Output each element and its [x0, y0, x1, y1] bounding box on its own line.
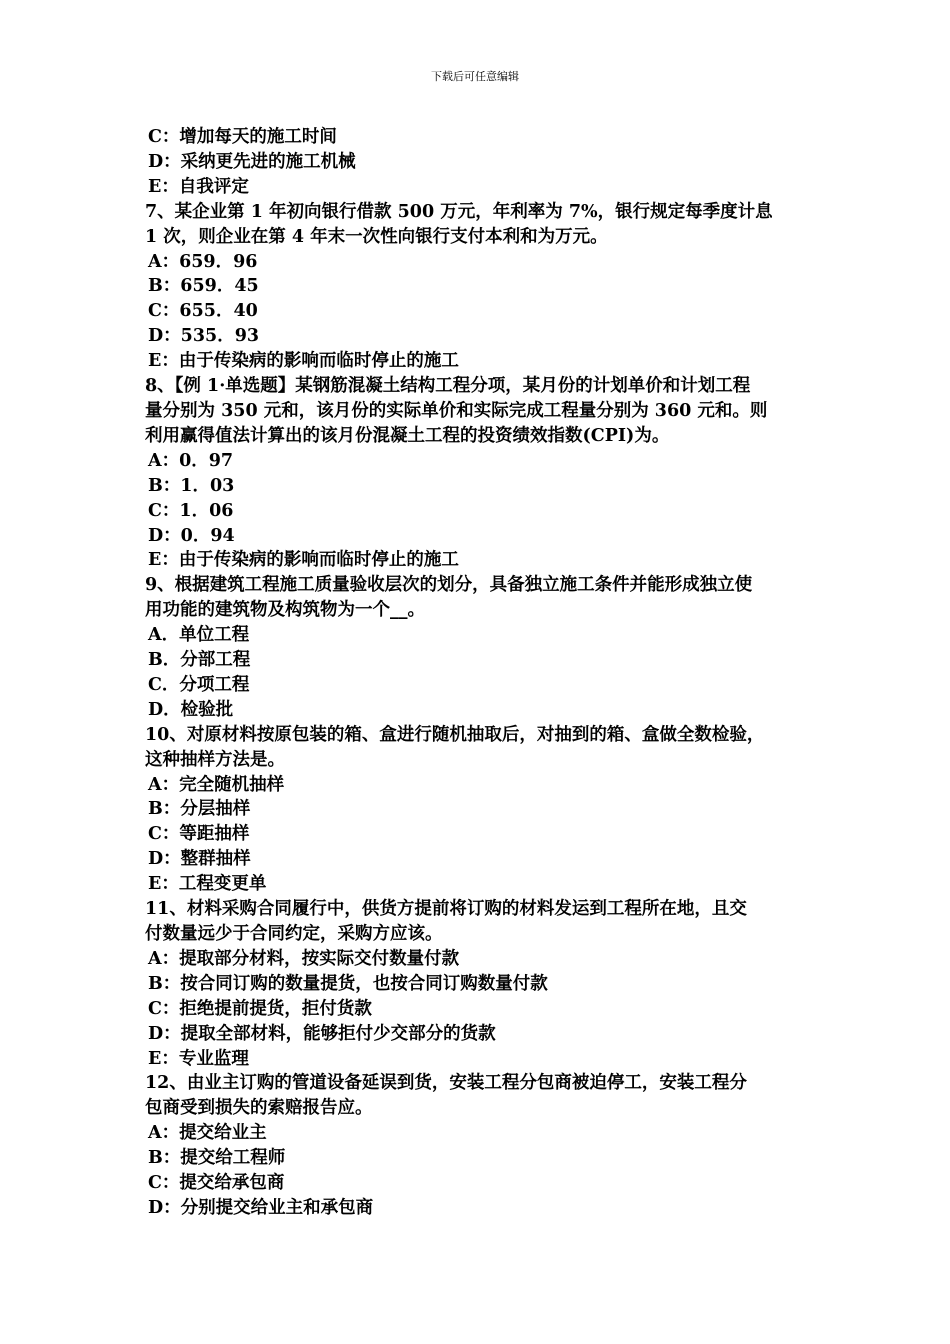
answer-option: A．单位工程 — [148, 625, 250, 646]
answer-option: D：提取全部材料，能够拒付少交部分的货款 — [148, 1023, 496, 1044]
answer-option: C：提交给承包商 — [148, 1173, 285, 1194]
question-text: 付数量远少于合同约定，采购方应该。 — [145, 924, 443, 944]
question-text: 11、材料采购合同履行中，供货方提前将订购的材料发运到工程所在地，且交 — [145, 899, 747, 920]
answer-option: B：分层抽样 — [148, 799, 251, 820]
answer-option: A：659．96 — [148, 251, 258, 272]
question-text: 10、对原材料按原包装的箱、盒进行随机抽取后，对抽到的箱、盒做全数检验， — [145, 724, 765, 745]
document-body — [145, 125, 825, 1221]
answer-option: E：专业监理 — [148, 1048, 249, 1069]
question-text: 包商受到损失的索赔报告应。 — [145, 1098, 373, 1119]
question-text: 量分别为 350 元和，该月份的实际单价和实际完成工程量分别为 360 元和。则 — [145, 400, 768, 421]
question-text: 这种抽样方法是。 — [145, 749, 285, 770]
answer-option: B：提交给工程师 — [148, 1148, 286, 1169]
question-text: 12、由业主订购的管道设备延误到货，安装工程分包商被迫停工，安装工程分 — [145, 1073, 747, 1094]
page-header: 下载后可任意编辑 — [431, 70, 519, 83]
answer-option: B：按合同订购的数量提货，也按合同订购数量付款 — [148, 973, 548, 994]
answer-option: D：535．93 — [148, 326, 260, 347]
answer-option: A：提交给业主 — [148, 1123, 267, 1144]
answer-option: C．分项工程 — [148, 674, 250, 695]
answer-option: D：采纳更先进的施工机械 — [148, 151, 356, 172]
answer-option: D：分别提交给业主和承包商 — [148, 1197, 374, 1218]
question-text: 7、某企业第 1 年初向银行借款 500 万元，年利率为 7%，银行规定每季度计息 — [145, 201, 773, 222]
answer-option: C：增加每天的施工时间 — [148, 127, 337, 147]
answer-option: C：等距抽样 — [148, 824, 250, 845]
answer-option: B．分部工程 — [148, 650, 251, 671]
answer-option: D：整群抽样 — [148, 849, 251, 870]
answer-option: C：1．06 — [148, 500, 234, 521]
answer-option: E：由于传染病的影响而临时停止的施工 — [148, 351, 459, 372]
answer-option: C：655．40 — [148, 301, 258, 322]
answer-option: D：0．94 — [148, 525, 235, 546]
answer-option: E：自我评定 — [148, 176, 249, 197]
answer-option: A：完全随机抽样 — [148, 774, 285, 795]
question-text: 9、根据建筑工程施工质量验收层次的划分，具备独立施工条件并能形成独立使 — [145, 575, 753, 596]
answer-option: B：1．03 — [148, 475, 235, 496]
answer-option: E：工程变更单 — [148, 874, 267, 895]
answer-option: D．检验批 — [148, 699, 234, 720]
answer-option: E：由于传染病的影响而临时停止的施工 — [148, 550, 459, 571]
question-text: 8、【例 1·单选题】某钢筋混凝土结构工程分项，某月份的计划单价和计划工程 — [145, 376, 751, 397]
answer-option: B：659．45 — [148, 276, 259, 297]
answer-option: A：提取部分材料，按实际交付数量付款 — [148, 948, 460, 969]
answer-option: C：拒绝提前提货，拒付货款 — [148, 998, 372, 1019]
question-text: 用功能的建筑物及构筑物为一个__。 — [145, 600, 425, 621]
answer-option: A：0．97 — [148, 450, 234, 471]
question-text: 利用赢得值法计算出的该月份混凝土工程的投资绩效指数(CPI)为。 — [145, 425, 670, 446]
question-text: 1 次，则企业在第 4 年末一次性向银行支付本利和为万元。 — [145, 226, 608, 247]
